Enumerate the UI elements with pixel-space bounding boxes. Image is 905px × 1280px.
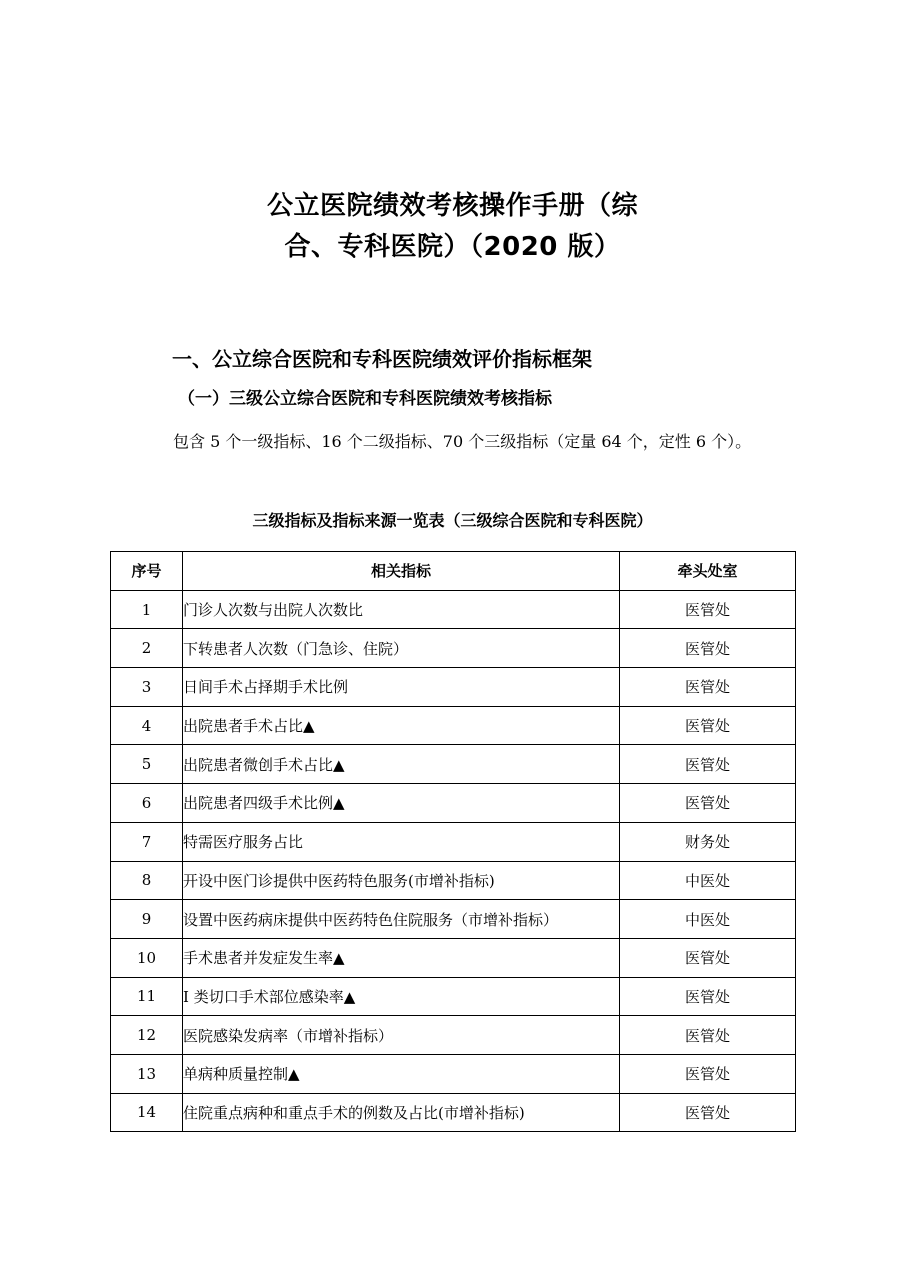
document-title-line1: 公立医院绩效考核操作手册（综: [266, 191, 638, 221]
row-indicator: 门诊人次数与出院人次数比: [183, 590, 620, 629]
row-indicator: 日间手术占择期手术比例: [183, 668, 620, 707]
document-title-line2: 合、专科医院）（2020 版）: [284, 232, 621, 262]
row-indicator: 出院患者微创手术占比▲: [183, 745, 620, 784]
row-no: 5: [111, 745, 183, 784]
table-row: [111, 861, 796, 900]
row-no: 12: [111, 1016, 183, 1055]
row-no: 9: [111, 900, 183, 939]
document-title: [0, 186, 905, 268]
indicator-table: [110, 551, 796, 1132]
row-no: 1: [111, 590, 183, 629]
summary-paragraph: 包含 5 个一级指标、16 个二级指标、70 个三级指标（定量 64 个，定性 6 个）。: [173, 432, 752, 451]
row-dept: 医管处: [620, 668, 796, 707]
table-row: [111, 822, 796, 861]
table-header-row: [111, 552, 796, 591]
row-dept: 财务处: [620, 822, 796, 861]
table-row: [111, 668, 796, 707]
table-row: [111, 1054, 796, 1093]
subsection-heading: （一）三级公立综合医院和专科医院绩效考核指标: [178, 389, 552, 409]
header-dept: 牵头处室: [620, 552, 796, 591]
table-row: [111, 629, 796, 668]
row-indicator: 下转患者人次数（门急诊、住院）: [183, 629, 620, 668]
row-dept: 医管处: [620, 1054, 796, 1093]
header-no: 序号: [111, 552, 183, 591]
row-dept: 医管处: [620, 1093, 796, 1132]
row-indicator: 手术患者并发症发生率▲: [183, 938, 620, 977]
row-no: 6: [111, 784, 183, 823]
row-no: 8: [111, 861, 183, 900]
table-row: [111, 1093, 796, 1132]
table-row: [111, 900, 796, 939]
row-indicator: 出院患者四级手术比例▲: [183, 784, 620, 823]
table-row: [111, 590, 796, 629]
section-heading: 一、公立综合医院和专科医院绩效评价指标框架: [172, 347, 592, 371]
row-no: 10: [111, 938, 183, 977]
row-no: 2: [111, 629, 183, 668]
table-row: [111, 784, 796, 823]
table-row: [111, 938, 796, 977]
row-dept: 医管处: [620, 1016, 796, 1055]
table-row: [111, 977, 796, 1016]
row-no: 4: [111, 706, 183, 745]
row-no: 7: [111, 822, 183, 861]
table-row: [111, 745, 796, 784]
row-dept: 医管处: [620, 977, 796, 1016]
row-no: 13: [111, 1054, 183, 1093]
row-dept: 中医处: [620, 861, 796, 900]
row-indicator: 开设中医门诊提供中医药特色服务(市增补指标): [183, 861, 620, 900]
row-dept: 医管处: [620, 745, 796, 784]
table-caption: 三级指标及指标来源一览表（三级综合医院和专科医院）: [252, 511, 653, 530]
row-dept: 医管处: [620, 629, 796, 668]
row-indicator: 单病种质量控制▲: [183, 1054, 620, 1093]
row-dept: 中医处: [620, 900, 796, 939]
row-no: 11: [111, 977, 183, 1016]
row-indicator: 住院重点病种和重点手术的例数及占比(市增补指标): [183, 1093, 620, 1132]
row-indicator: 设置中医药病床提供中医药特色住院服务（市增补指标）: [183, 900, 620, 939]
header-indicator: 相关指标: [183, 552, 620, 591]
row-indicator: 出院患者手术占比▲: [183, 706, 620, 745]
row-dept: 医管处: [620, 706, 796, 745]
row-dept: 医管处: [620, 938, 796, 977]
table-row: [111, 1016, 796, 1055]
row-dept: 医管处: [620, 784, 796, 823]
row-no: 3: [111, 668, 183, 707]
table-row: [111, 706, 796, 745]
row-indicator: 医院感染发病率（市增补指标）: [183, 1016, 620, 1055]
row-indicator: 特需医疗服务占比: [183, 822, 620, 861]
row-no: 14: [111, 1093, 183, 1132]
row-dept: 医管处: [620, 590, 796, 629]
row-indicator: I 类切口手术部位感染率▲: [183, 977, 620, 1016]
